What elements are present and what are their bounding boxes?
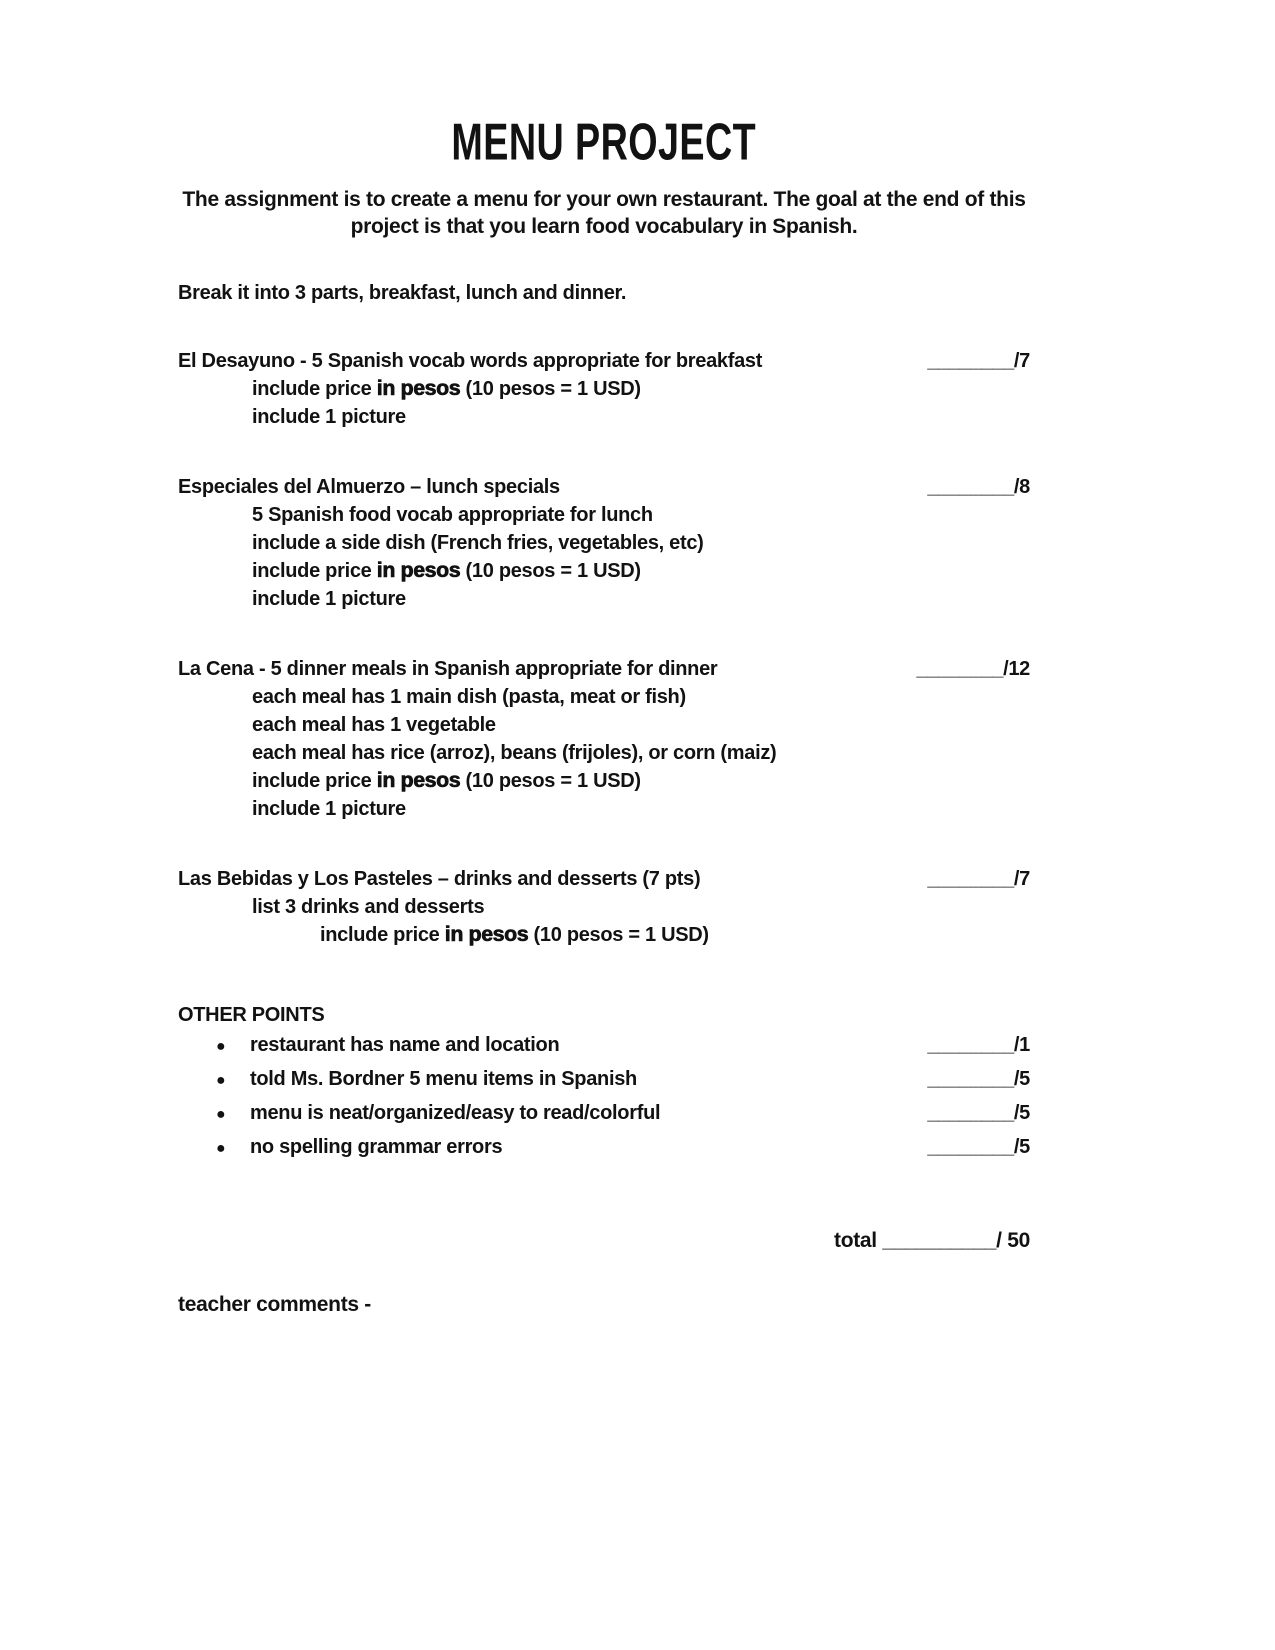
requirement-text: include price	[320, 924, 445, 946]
total-score: / 50	[996, 1229, 1030, 1252]
score-value: /5	[1013, 1136, 1030, 1158]
score-value: /7	[1013, 350, 1030, 372]
requirement-text: (10 pesos = 1 USD)	[460, 560, 641, 582]
requirement-line: list 3 drinks and desserts	[252, 896, 485, 918]
requirement-line: 5 Spanish food vocab appropriate for lunch	[252, 504, 653, 526]
other-points-section	[178, 1001, 1030, 1165]
score-value: /5	[1013, 1102, 1030, 1124]
score-value: /8	[1013, 476, 1030, 498]
section-bebidas-pasteles	[178, 865, 1030, 949]
bullet-icon: ●	[216, 1140, 226, 1157]
section-heading: Especiales del Almuerzo – lunch specials	[178, 476, 560, 498]
other-point-row	[178, 1131, 1030, 1165]
bullet-icon: ●	[216, 1106, 226, 1123]
requirement-text: include price	[252, 770, 377, 792]
intro-line-2: project is that you learn food vocabulary in Spanish.	[350, 215, 858, 238]
total-label: total	[834, 1229, 883, 1252]
other-points-heading: OTHER POINTS	[178, 1004, 325, 1026]
score-blank: ________	[927, 1034, 1014, 1056]
requirement-emphasis: in pesos	[376, 559, 461, 582]
section-heading: La Cena - 5 dinner meals in Spanish appropriate for dinner	[178, 658, 718, 680]
score-blank: ________	[927, 1136, 1014, 1158]
section-cena	[178, 655, 1030, 823]
score-value: /7	[1013, 868, 1030, 890]
other-point-row	[178, 1063, 1030, 1097]
other-point-label: no spelling grammar errors	[250, 1136, 503, 1158]
requirement-line: include 1 picture	[252, 798, 406, 820]
section-heading: El Desayuno - 5 Spanish vocab words appropriate for breakfast	[178, 350, 763, 372]
score-value: /5	[1013, 1068, 1030, 1090]
other-point-row	[178, 1029, 1030, 1063]
requirement-text: include price	[252, 560, 377, 582]
requirement-text: (10 pesos = 1 USD)	[528, 924, 709, 946]
score-field	[927, 1131, 1030, 1164]
requirement-emphasis: in pesos	[376, 377, 461, 400]
requirement-line: include 1 picture	[252, 588, 406, 610]
section-almuerzo	[178, 473, 1030, 613]
assignment-intro	[178, 186, 1030, 240]
score-blank: ________	[927, 350, 1014, 372]
score-field	[927, 347, 1030, 375]
score-blank: ________	[927, 476, 1014, 498]
score-field	[927, 1063, 1030, 1096]
score-blank: ________	[927, 868, 1014, 890]
page-title: MENU PROJECT	[451, 112, 757, 171]
score-field	[927, 1029, 1030, 1062]
other-point-row	[178, 1097, 1030, 1131]
requirement-text: (10 pesos = 1 USD)	[460, 378, 641, 400]
requirement-line: include 1 picture	[252, 406, 406, 428]
bullet-icon: ●	[216, 1038, 226, 1055]
other-point-label: told Ms. Bordner 5 menu items in Spanish	[250, 1068, 637, 1090]
requirement-line: each meal has rice (arroz), beans (frijoles), or corn (maiz)	[252, 742, 777, 764]
requirement-line	[178, 557, 1030, 585]
score-field	[927, 473, 1030, 501]
requirement-line	[178, 375, 1030, 403]
break-instruction: Break it into 3 parts, breakfast, lunch and dinner.	[178, 282, 627, 304]
score-field	[917, 655, 1031, 683]
requirement-line: each meal has 1 vegetable	[252, 714, 496, 736]
requirement-line: each meal has 1 main dish (pasta, meat or fish)	[252, 686, 686, 708]
other-point-label: restaurant has name and location	[250, 1034, 560, 1056]
score-blank: ________	[927, 1068, 1014, 1090]
score-field	[927, 1097, 1030, 1130]
total-row	[178, 1229, 1030, 1253]
score-blank: ________	[927, 1102, 1014, 1124]
bullet-icon: ●	[216, 1072, 226, 1089]
teacher-comments-label: teacher comments -	[178, 1293, 372, 1316]
score-value: /1	[1013, 1034, 1030, 1056]
section-heading: Las Bebidas y Los Pasteles – drinks and desserts (7 pts)	[178, 868, 701, 890]
requirement-text: include price	[252, 378, 377, 400]
score-blank: ________	[916, 658, 1004, 680]
score-value: /12	[1003, 658, 1030, 680]
requirement-line	[178, 921, 1030, 949]
requirement-line: include a side dish (French fries, vegetables, etc)	[252, 532, 704, 554]
other-point-label: menu is neat/organized/easy to read/colorful	[250, 1102, 661, 1124]
intro-line-1: The assignment is to create a menu for your own restaurant. The goal at the end of this	[182, 188, 1026, 211]
requirement-emphasis: in pesos	[376, 769, 461, 792]
score-field	[927, 865, 1030, 893]
requirement-line	[178, 767, 1030, 795]
total-blank: __________	[882, 1229, 997, 1252]
requirement-emphasis: in pesos	[444, 923, 529, 946]
requirement-text: (10 pesos = 1 USD)	[460, 770, 641, 792]
section-desayuno	[178, 347, 1030, 431]
